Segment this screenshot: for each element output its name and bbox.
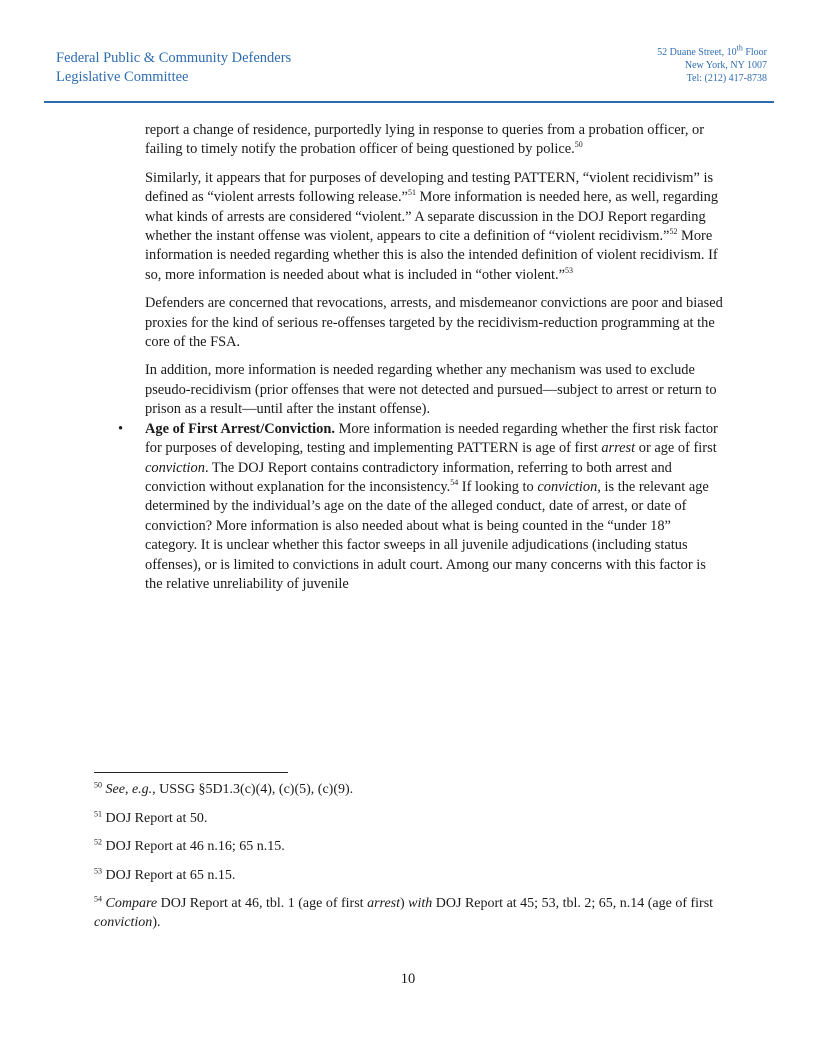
footnote: $^{54}$ Compare DOJ Report at 46, tbl. 1 (age of first arrest) with DOJ Report at 45; 53, tbl. 2; 65, n.14 (age of first conviction). xyxy=(94,894,714,930)
header-divider xyxy=(44,101,774,103)
paragraph: Defenders are concerned that revocations, arrests, and misdemeanor convictions are poor and biased proxies for the kind of serious re-offenses targeted by the recidivism-reduction programming at the core of the FSA. xyxy=(145,295,723,351)
footnote-ref[interactable]: 53 xyxy=(565,266,574,276)
paragraph: Similarly, it appears that for purposes of developing and testing PATTERN, “violent recidivism” is defined as “violent arrests following release.”$^{51}$ More information is needed here, as well, regarding what kinds of arrests are considered “violent.” A separate discussion in the DOJ Report regarding whether the instant offense was violent, appears to cite a definition of “violent recidivism.”$^{52}$ More information is needed regarding whether this is also the intended definition of violent recidivism. If so, more information is needed about what is included in “other violent.”$^{53}$ xyxy=(145,169,719,283)
letterhead-address xyxy=(657,43,767,85)
footnote: $^{50}$ See, e.g., USSG §5D1.3(c)(4), (c)(5), (c)(9). xyxy=(94,780,354,797)
footnote-ref[interactable]: 50 xyxy=(574,140,583,150)
city-line: New York, NY 1007 xyxy=(684,60,767,71)
paragraph: In addition, more information is needed regarding whether any mechanism was used to exclude pseudo-recidivism (prior offenses that were not detected and pursued—subject to arrest or return to prison as a result—until after the instant offense). xyxy=(145,362,717,418)
street-address: 52 Duane Street, 10th Floor xyxy=(657,43,767,58)
bullet-item: • Age of First Arrest/Conviction. More information is needed regarding whether the first risk factor for purposes of developing, testing and implementing PATTERN is age of first arrest or age of first conviction. The DOJ Report contains contradictory information, referring to both arrest and conviction without explanation for the inconsistency.$^{54}$ If looking to conviction, is the relevant age determined by the individual’s age on the date of the alleged conduct, date of arrest, or date of conviction? More information is also needed about what is being counted in the “under 18” category. It is unclear whether this factor sweeps in all juvenile adjudications (including status offenses), or is limited to convictions in adult court. Among our many concerns with this factor is the relative unreliability of juvenile xyxy=(118,420,718,592)
bullet-icon: • xyxy=(118,420,124,437)
telephone: Tel: (212) 417-8738 xyxy=(686,73,767,84)
footnote: $^{51}$ DOJ Report at 50. xyxy=(94,808,208,826)
paragraph: report a change of residence, purportedly lying in response to queries from a probation officer, or failing to timely notify the probation officer of being questioned by police.$^{50}$ xyxy=(145,122,704,158)
footnotes xyxy=(94,781,726,942)
footnote: $^{53}$ DOJ Report at 65 n.15. xyxy=(94,865,236,883)
footnote-ref[interactable]: 51 xyxy=(407,188,416,198)
footnote-separator xyxy=(94,772,288,773)
bullet-heading: Age of First Arrest/Conviction. xyxy=(145,420,335,437)
footnote-ref[interactable]: 52 xyxy=(669,227,678,237)
footnote: $^{52}$ DOJ Report at 46 n.16; 65 n.15. xyxy=(94,837,285,854)
committee-name: Legislative Committee xyxy=(56,69,189,85)
body-text xyxy=(118,121,725,603)
org-name: Federal Public & Community Defenders xyxy=(56,50,292,66)
letterhead-org xyxy=(56,49,291,87)
footnote-ref[interactable]: 54 xyxy=(450,478,459,488)
page-number: 10 xyxy=(400,971,416,987)
